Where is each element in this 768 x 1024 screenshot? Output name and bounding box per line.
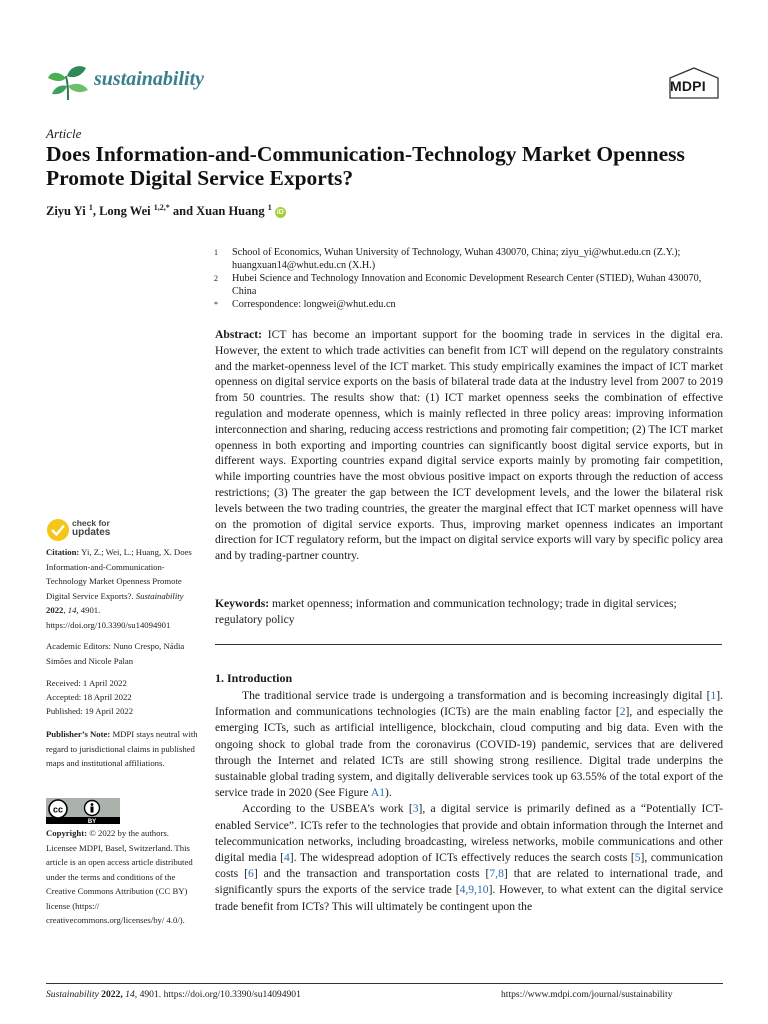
copyright-label: Copyright:: [46, 828, 88, 838]
footer-doi[interactable]: 4901. https://doi.org/10.3390/su14094901: [139, 989, 301, 1000]
sustainability-leaf-logo-icon: [46, 62, 90, 102]
check-line: check for: [72, 518, 110, 528]
reference-link[interactable]: 4,9,10: [459, 883, 489, 897]
citation-doi-link[interactable]: https://doi.org/10.3390/su14094901: [46, 619, 171, 630]
citation-journal: Sustainability: [135, 590, 184, 601]
footer-journal: Sustainability: [46, 989, 99, 1000]
footer-divider: [46, 983, 723, 984]
affiliation-mark: *: [214, 300, 218, 309]
affiliation-marker: 1: [267, 203, 272, 212]
received-date: Received: 1 April 2022: [46, 678, 127, 688]
abstract-text: ICT has become an important support for the booming trade in services in the digital era. However, the extent to which trade activities can benefit from ICT will depend on the regulatory constraints and the market-openness level of the ICT market. This study empirically examines the impact of ICT market openness on digital service exports on the basis of bilateral trade data at the industry level from 2007 to 2019 from 50 countries. The results show that: (1) ICT market openness seeks the combination of effective regulation and moderate openness, which is mainly reflected in three policy areas: improving information interconnection and sharing, reducing access restrictions and promoting fair competition; (2) The ICT market openness in both exporting and importing countries can significantly boost digital service exports, but in different ways. Exporting countries expand digital service exports mainly by promoting fair competition, while importing countries have the most obvious positive impact on exports through the reduction of access restrictions; (3) The greater the gap between the ICT development levels, and the lower the bilateral risk levels between the two trading countries, the greater the marginal effect that ICT market openness will have on the promotion of digital service exports. Thus, improving market openness indicates an important direction for ICT regulatory reform, but the impact on digital service exports will vary by specific policy area and by trading-partner country.: [215, 328, 723, 563]
svg-text:cc: cc: [52, 804, 64, 815]
academic-editors: Academic Editors: Nuno Crespo, Nádia Simões and Nicole Palan: [46, 641, 185, 666]
journal-name: sustainability: [94, 68, 205, 90]
keywords-text: market openness; information and communication technology; trade in digital services; regulatory policy: [215, 597, 677, 626]
publisher-note: [46, 727, 198, 771]
citation-block: Citation: Yi, Z.; Wei, L.; Huang, X. Does Information-and-Communication-Technology Market Openness Promote Digital Service Exports?. Sustainability 2022, 14, 4901. https://doi.org/10.3390/su14094901: [46, 547, 192, 630]
author-name[interactable]: Long Wei: [99, 204, 151, 219]
citation-label: Citation:: [46, 547, 80, 557]
affiliation-mark: 1: [214, 248, 218, 257]
introduction-body: [215, 688, 723, 915]
footer-citation: [46, 989, 301, 1000]
section-heading-introduction: 1. Introduction: [215, 671, 293, 685]
article-type: Article: [46, 126, 82, 141]
footer-volume: 14,: [125, 989, 138, 1000]
section-divider: [215, 644, 722, 645]
reference-link[interactable]: 4: [283, 851, 290, 865]
reference-link[interactable]: 5: [634, 851, 641, 865]
cc-by-label: BY: [87, 819, 97, 824]
reference-link[interactable]: 2: [619, 705, 626, 719]
copyright-text: © 2022 by the authors. Licensee MDPI, Basel, Switzerland. This article is an open access article distributed under the terms and conditions of the Creative Commons Attribution (CC BY) license (https:// creativecommons.org/licenses/by/ 4.0/).: [46, 828, 193, 925]
check-for-updates-label[interactable]: [72, 519, 110, 537]
footer-journal-url[interactable]: https://www.mdpi.com/journal/sustainability: [501, 989, 673, 1000]
correspondence: [214, 298, 724, 311]
citation-volume: 14,: [67, 605, 79, 615]
correspondence-text[interactable]: Correspondence: longwei@whut.edu.cn: [232, 299, 396, 310]
affiliation-marker: 1: [88, 203, 93, 212]
figure-link[interactable]: A1: [370, 786, 385, 800]
reference-link[interactable]: 3: [412, 802, 419, 816]
abstract-label: Abstract:: [215, 328, 263, 341]
keywords-label: Keywords:: [215, 597, 270, 610]
keywords: [215, 596, 723, 628]
intro-paragraph-2: According to the USBEA’s work [3], a digital service is primarily defined as a “Potentially ICT-enabled Service”. ICTs refer to the technologies that provide and obtain information through the Internet and telecommunication networks, including broadcasting, wireless networks, mobile communications and other digital media [4]. The widespread adoption of ICTs effectively reduces the search costs [5], communication costs [6] and the transaction and transportation costs [7,8] that are related to international trade, and significantly spurs the exports of the service trade [4,9,10]. However, to what extent can the digital service trade benefit from ICTs? This will ultimately be contingent upon the: [215, 802, 723, 913]
check-for-updates-icon[interactable]: [46, 518, 70, 542]
affiliation-text: Hubei Science and Technology Innovation and Economic Development Research Center (STIED), Wuhan 430070, China: [232, 273, 702, 297]
accepted-date: Accepted: 18 April 2022: [46, 692, 132, 702]
paper-title: Does Information-and-Communication-Technology Market Openness Promote Digital Service Exports?: [46, 142, 685, 190]
affiliation-1: [214, 246, 724, 272]
citation-year: 2022: [46, 605, 64, 615]
affiliation-mark: 2: [214, 274, 218, 283]
publisher-note-label: Publisher’s Note:: [46, 729, 111, 739]
reference-link[interactable]: 7,8: [489, 867, 504, 881]
abstract: [215, 327, 723, 564]
citation-text: Yi, Z.; Wei, L.; Huang, X. Does Information-and-Communication-Technology Market Openness Promote Digital Service Exports?.: [46, 547, 192, 601]
reference-link[interactable]: 1: [710, 689, 717, 702]
publisher-note-text: MDPI stays neutral with regard to jurisdictional claims in published maps and institutional affiliations.: [46, 729, 198, 768]
intro-paragraph-1: The traditional service trade is undergoing a transformation and is becoming increasingly digital [1]. Information and communications technologies (ICTs) are the main enabling factor [2], and especially the emerging ICTs, such as artificial intelligence, blockchain, cloud computing and big data. Even with the ongoing shock to global trade from the coronavirus (COVID-19) pandemic, services that are delivered through the Internet and related ICTs are still showing strong resilience. Digital trade underpins the sustainable global trading system, and digitally deliverable services took up 63.55% of the total export of the service trade in 2020 (See Figure A1).: [215, 689, 723, 800]
publisher-name: MDPI: [670, 78, 706, 94]
affiliation-text: School of Economics, Wuhan University of Technology, Wuhan 430070, China; ziyu_yi@whut.edu.cn (Z.Y.); huangxuan14@whut.edu.cn (X.H.): [232, 247, 681, 271]
copyright-block: [46, 826, 198, 928]
affiliation-2: [214, 272, 724, 298]
footer-year: 2022,: [101, 989, 123, 1000]
published-date: Published: 19 April 2022: [46, 706, 134, 716]
cc-by-license-icon[interactable]: [46, 798, 120, 824]
author-name[interactable]: Ziyu Yi: [46, 204, 86, 219]
check-line: updates: [72, 527, 111, 538]
citation-page: 4901.: [80, 605, 101, 615]
author-name[interactable]: Xuan Huang: [196, 204, 265, 219]
reference-link[interactable]: 6: [248, 867, 254, 881]
author-list: Ziyu Yi $^1$, Long Wei $^{1,2,*}$ and Xuan Huang $^1$ iD: [46, 203, 284, 219]
orcid-icon[interactable]: iD: [276, 209, 284, 217]
author-conjunction: and: [172, 204, 194, 219]
affiliation-marker: 1,2,*: [153, 203, 170, 212]
